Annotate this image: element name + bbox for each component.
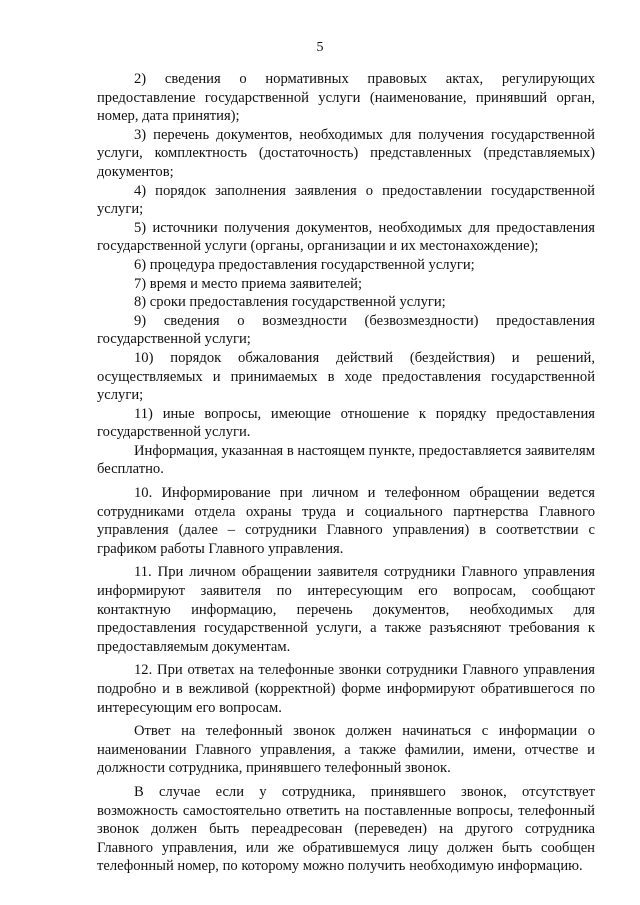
paragraph: В случае если у сотрудника, принявшего звонок, отсутствует возможность самостоятельно ответить на поставленные вопросы, телефонный звонок должен быть переадресован (переведен) на другого сотрудника Главного управления, или же обратившемуся лицу должен быть сообщен телефонный номер, по которому можно получить необходимую информацию.	[97, 783, 595, 875]
paragraph: 5) источники получения документов, необходимых для предоставления государственной услуги (органы, организации и их местонахождение);	[97, 219, 595, 255]
paragraph: Информация, указанная в настоящем пункте, предоставляется заявителям бесплатно.	[97, 442, 595, 478]
paragraph: 11) иные вопросы, имеющие отношение к порядку предоставления государственной услуги.	[97, 405, 595, 441]
paragraph: 12. При ответах на телефонные звонки сотрудники Главного управления подробно и в вежливой (корректной) форме информируют обратившегося по интересующим его вопросам.	[97, 662, 595, 716]
paragraph: 8) сроки предоставления государственной услуги;	[134, 294, 446, 311]
paragraph: 7) время и место приема заявителей;	[134, 275, 362, 292]
paragraph: 9) сведения о возмездности (безвозмездности) предоставления государственной услуги;	[97, 312, 595, 348]
paragraph: Ответ на телефонный звонок должен начинаться с информации о наименовании Главного управления, а также фамилии, имени, отчестве и должности сотрудника, принявшего телефонный звонок.	[97, 723, 595, 777]
page-number: 5	[316, 40, 324, 55]
paragraph: 6) процедура предоставления государственной услуги;	[134, 256, 475, 273]
paragraph: 10. Информирование при личном и телефонном обращении ведется сотрудниками отдела охраны труда и социального партнерства Главного управления (далее – сотрудники Главного управления) в соответствии с графиком работы Главного управления.	[97, 485, 595, 557]
paragraph: 11. При личном обращении заявителя сотрудники Главного управления информируют заявителя по интересующим его вопросам, сообщают контактную информацию, перечень документов, необходимых для предоставления государственной услуги, а также разъясняют требования к предоставляемым документам.	[97, 564, 595, 655]
paragraph: 4) порядок заполнения заявления о предоставлении государственной услуги;	[97, 182, 595, 218]
paragraph: 10) порядок обжалования действий (бездействия) и решений, осуществляемых и принимаемых в ходе предоставления государственной услуги;	[97, 349, 595, 404]
body-text	[97, 70, 595, 876]
paragraph: 3) перечень документов, необходимых для получения государственной услуги, комплектность (достаточность) представленных (представляемых) документов;	[97, 126, 595, 180]
paragraph: 2) сведения о нормативных правовых актах, регулирующих предоставление государственной услуги (наименование, принявший орган, номер, дата принятия);	[97, 71, 595, 125]
